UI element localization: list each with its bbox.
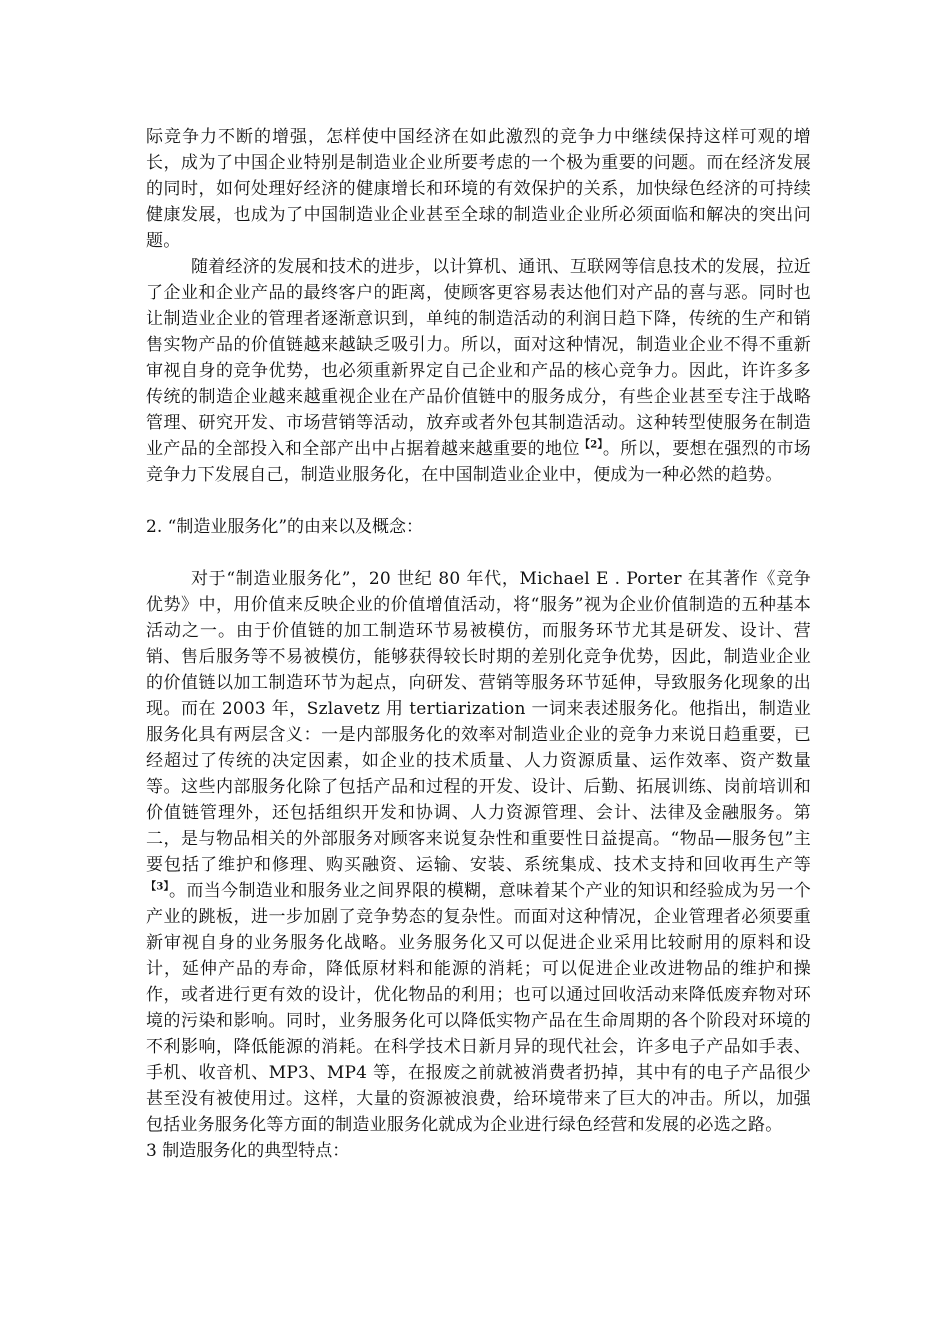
- spacer: [146, 540, 811, 566]
- section-heading-3: 3 制造服务化的典型特点：: [146, 1141, 350, 1161]
- section-heading-2: 2. “制造业服务化”的由来以及概念：: [146, 517, 424, 537]
- paragraph-2-text-end: 。所以，要想在强烈的市场竞争力下发展自己，制造业服务化，在中国制造业企业中，便成为一种必然的趋势。: [146, 439, 812, 485]
- paragraph-3-text: 对于“制造业服务化”，20 世纪 80 年代，Michael E . Porter 在其著作《竞争优势》中，用价值来反映企业的价值增值活动，将“服务”视为企业价值制造的五种基本活动之一。由于价值链的加工制造环节易被模仿，而服务环节尤其是研发、设计、营销、售后服务等不易被模仿，能够获得较长时期的差别化竞争优势，因此，制造业企业的价值链以加工制造环节为起点，向研发、营销等服务环节延伸，导致服务化现象的出现。而在 2003 年，Szlavetz 用 tertiarization 一词来表述服务化。他指出，制造业服务化具有两层含义：一是内部服务化的效率对制造业企业的竞争力来说日趋重要，已经超过了传统的决定因素，如企业的技术质量、人力资源质量、运作效率、资产数量等。这些内部服务化除了包括产品和过程的开发、设计、后勤、拓展训练、岗前培训和价值链管理外，还包括组织开发和协调、人力资源管理、会计、法律及金融服务。第二，是与物品相关的外部服务对顾客来说复杂性和重要性日益提高。“物品—服务包”主要包括了维护和修理、购买融资、运输、安装、系统集成、技术支持和回收再生产等: [146, 569, 811, 875]
- paragraph-3: [146, 566, 811, 1138]
- spacer: [146, 488, 811, 514]
- citation-2: 【2】: [579, 439, 603, 451]
- document-body: [146, 124, 811, 1164]
- paragraph-1: 际竞争力不断的增强，怎样使中国经济在如此激烈的竞争力中继续保持这样可观的增长，成为了中国企业特别是制造业企业所要考虑的一个极为重要的问题。而在经济发展的同时，如何处理好经济的健康增长和环境的有效保护的关系，加快绿色经济的可持续健康发展，也成为了中国制造业企业甚至全球的制造业企业所必须面临和解决的突出问题。: [146, 127, 811, 251]
- paragraph-2: [146, 254, 811, 488]
- citation-3: 【3】: [146, 881, 170, 893]
- paragraph-3-text-end: 。而当今制造业和服务业之间界限的模糊，意味着某个产业的知识和经验成为另一个产业的跳板，进一步加剧了竞争势态的复杂性。而面对这种情况，企业管理者必须要重新审视自身的业务服务化战略。业务服务化又可以促进企业采用比较耐用的原料和设计，延伸产品的寿命，降低原材料和能源的消耗；可以促进企业改进物品的维护和操作，或者进行更有效的设计，优化物品的利用；也可以通过回收活动来降低废弃物对环境的污染和影响。同时，业务服务化可以降低实物产品在生命周期的各个阶段对环境的不利影响，降低能源的消耗。在科学技术日新月异的现代社会，许多电子产品如手表、手机、收音机、MP3、MP4 等，在报废之前就被消费者扔掉，其中有的电子产品很少甚至没有被使用过。这样，大量的资源被浪费，给环境带来了巨大的冲击。所以，加强包括业务服务化等方面的制造业服务化就成为企业进行绿色经营和发展的必选之路。: [146, 881, 811, 1135]
- paragraph-2-text: 随着经济的发展和技术的进步，以计算机、通讯、互联网等信息技术的发展，拉近了企业和企业产品的最终客户的距离，使顾客更容易表达他们对产品的喜与恶。同时也让制造业企业的管理者逐渐意识到，单纯的制造活动的利润日趋下降，传统的生产和销售实物产品的价值链越来越缺乏吸引力。所以，面对这种情况，制造业企业不得不重新审视自身的竞争优势，也必须重新界定自己企业和产品的核心竞争力。因此，许许多多传统的制造企业越来越重视企业在产品价值链中的服务成分，有些企业甚至专注于战略管理、研究开发、市场营销等活动，放弃或者外包其制造活动。这种转型使服务在制造业产品的全部投入和全部产出中占据着越来越重要的地位: [146, 257, 811, 459]
